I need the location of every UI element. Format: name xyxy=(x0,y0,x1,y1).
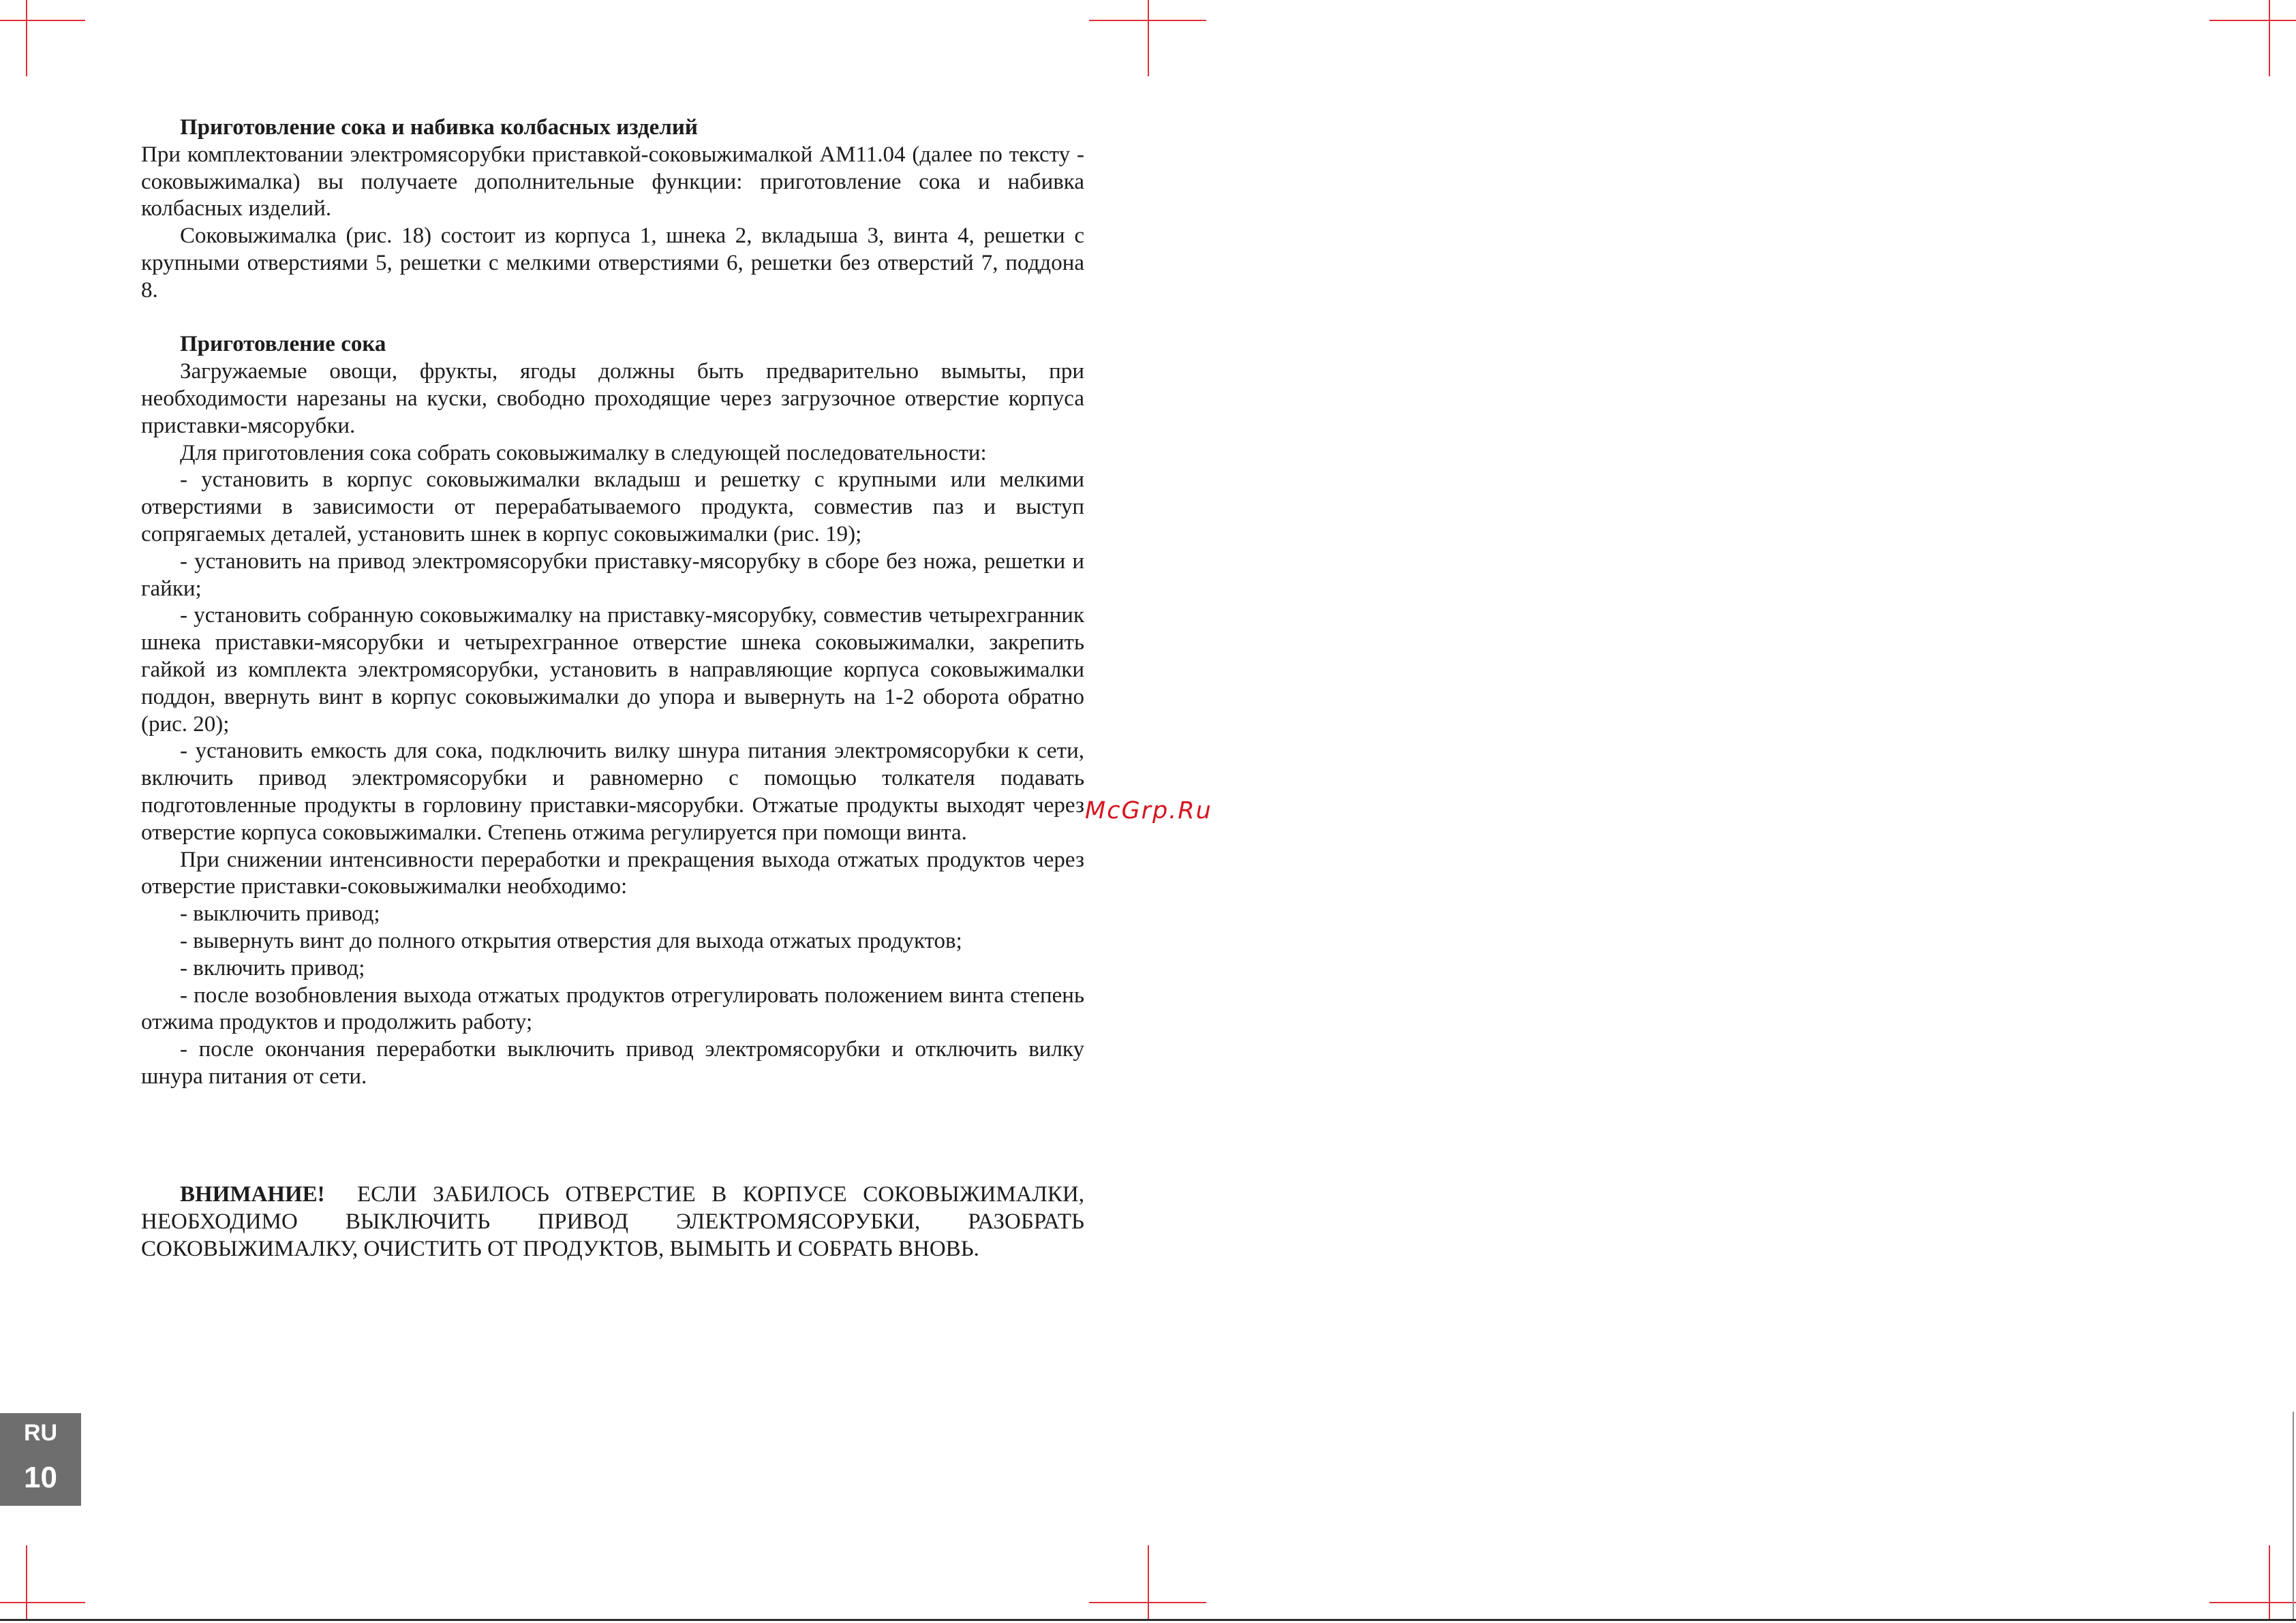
page-tab xyxy=(0,1413,81,1506)
reduction-step: - вывернуть винт до полного открытия отверстия для выхода отжатых продуктов; xyxy=(180,928,962,953)
crop-mark xyxy=(2269,1545,2270,1619)
assembly-intro: Для приготовления сока собрать соковыжималку в следующей последовательности: xyxy=(180,440,987,465)
warning-notice xyxy=(141,1181,1084,1263)
assembly-step: - установить на привод электромясорубки приставку-мясорубку в сборе без ножа, решетки и гайки; xyxy=(141,548,1084,601)
language-label: RU xyxy=(23,1420,58,1446)
intro-paragraph: При комплектовании электромясорубки приставкой-соковыжималкой АМ11.04 (далее по тексту - соковыжималка) вы получаете дополнительные функции: приготовление сока и набивка колбасных изделий. xyxy=(141,142,1084,221)
reduction-step: - включить привод; xyxy=(180,955,365,980)
assembly-step: - установить емкость для сока, подключить вилку шнура питания электромясорубки к сети, включить привод электромясорубки и равномерно с помощью толкателя подавать подготовленные продукты в горловину приставки-мясорубки. Отжатые продукты выходят через отверстие корпуса соковыжималки. Степень отжима регулируется при помощи винта. xyxy=(141,739,1084,845)
crop-mark xyxy=(0,20,85,21)
warning-text: ЕСЛИ ЗАБИЛОСЬ ОТВЕРСТИЕ В КОРПУСЕ СОКОВЫЖИМАЛКИ, НЕОБХОДИМО ВЫКЛЮЧИТЬ ПРИВОД ЭЛЕКТРОМЯСОРУБКИ, РАЗОБРАТЬ СОКОВЫЖИМАЛКУ, ОЧИСТИТЬ ОТ ПРОДУКТОВ, ВЫМЫТЬ И СОБРАТЬ ВНОВЬ. xyxy=(141,1182,1084,1261)
crop-mark xyxy=(2209,1602,2296,1603)
assembly-step: - установить собранную соковыжималку на приставку-мясорубку, совместив четырехгранник шнека приставки-мясорубки и четырехгранное отверстие шнека соковыжималки, закрепить гайкой из комплекта электромясорубки, установить в направляющие корпуса соковыжималки поддон, ввернуть винт в корпус соковыжималки до упора и вывернуть на 1-2 оборота обратно (рис. 20); xyxy=(141,603,1084,737)
section-heading-juice-sausage: Приготовление сока и набивка колбасных изделий xyxy=(180,115,698,140)
warning-label: ВНИМАНИЕ! xyxy=(180,1182,325,1207)
watermark: McGrp.Ru xyxy=(1085,797,1212,824)
assembly-step: - установить в корпус соковыжималки вкладыш и решетку с крупными или мелкими отверстиями в зависимости от перерабатываемого продукта, совместив паз и выступ сопрягаемых деталей, установить шнек в корпус соковыжималки (рис. 19); xyxy=(141,467,1084,546)
crop-mark xyxy=(1148,0,1149,76)
reduction-step: - после окончания переработки выключить привод электромясорубки и отключить вилку шнура питания от сети. xyxy=(141,1037,1084,1089)
components-paragraph: Соковыжималка (рис. 18) состоит из корпуса 1, шнека 2, вкладыша 3, винта 4, решетки с крупными отверстиями 5, решетки с мелкими отверстиями 6, решетки без отверстий 7, поддона 8. xyxy=(141,223,1084,303)
crop-mark xyxy=(26,0,27,76)
document-body xyxy=(141,114,1084,1091)
paragraph-spacer xyxy=(141,305,1084,332)
preparation-paragraph: Загружаемые овощи, фрукты, ягоды должны быть предварительно вымыты, при необходимости нарезаны на куски, свободно проходящие через загрузочное отверстие корпуса приставки-мясорубки. xyxy=(141,359,1084,438)
reduction-intro: При снижении интенсивности переработки и прекращения выхода отжатых продуктов через отверстие приставки-соковыжималки необходимо: xyxy=(141,847,1084,899)
reduction-step: - выключить привод; xyxy=(180,901,380,927)
page-edge-line xyxy=(2293,1412,2294,1619)
crop-mark xyxy=(1148,1545,1149,1619)
crop-mark xyxy=(2269,0,2270,76)
reduction-step: - после возобновления выхода отжатых продуктов отрегулировать положением винта степень отжима продуктов и продолжить работу; xyxy=(141,983,1084,1035)
crop-mark xyxy=(0,1602,85,1603)
section-heading-juice: Приготовление сока xyxy=(180,332,386,357)
page-bottom-border xyxy=(0,1619,2296,1621)
crop-mark xyxy=(26,1545,27,1619)
page-number: 10 xyxy=(24,1461,57,1494)
crop-mark xyxy=(2209,20,2296,21)
